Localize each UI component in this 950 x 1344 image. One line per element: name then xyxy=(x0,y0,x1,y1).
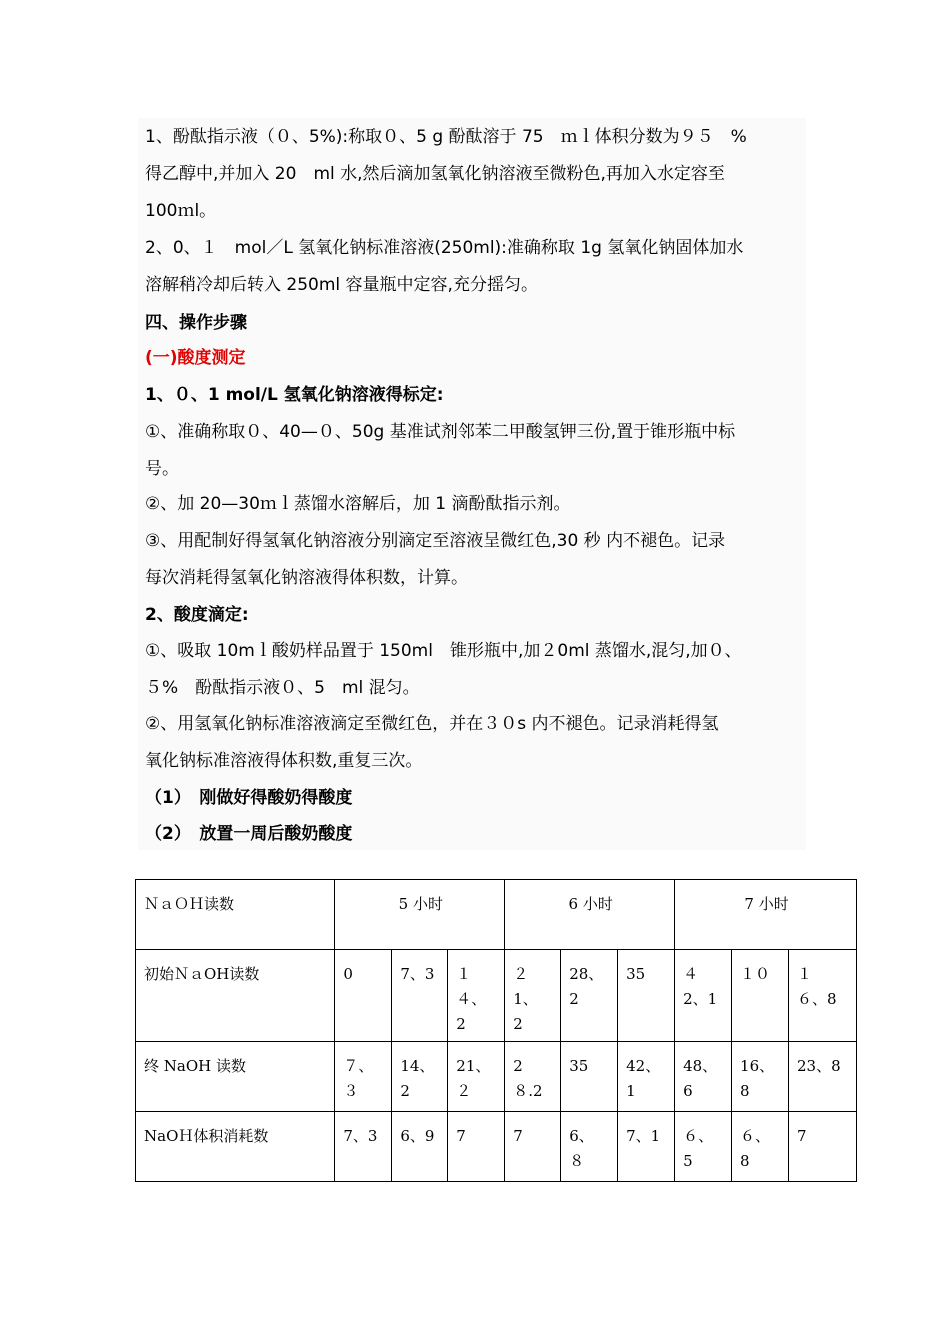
table-cell: 7 xyxy=(789,1112,857,1182)
row-label: 终 NaOH 读数 xyxy=(136,1042,335,1112)
table-cell: 14、 2 xyxy=(392,1042,448,1112)
row-label: NaOＨ体积消耗数 xyxy=(136,1112,335,1182)
step-2-heading: 2、酸度滴定: xyxy=(145,605,249,625)
table-cell: ２ 1、 2 xyxy=(505,950,561,1042)
table-cell: １ ６、8 xyxy=(789,950,857,1042)
step-1-item-3-line-2: 每次消耗得氢氧化钠溶液得体积数，计算。 xyxy=(145,568,468,588)
reagent-1-line-2: 得乙醇中,并加入 20 ml 水,然后滴加氢氧化钠溶液至微粉色,再加入水定容至 xyxy=(145,164,725,184)
table-cell: 6、 ８ xyxy=(561,1112,618,1182)
reagent-2-line-1: 2、0、１ mol／L 氢氧化钠标准溶液(250ml):准确称取 1g 氢氧化钠固体加水 xyxy=(145,238,744,258)
table-cell: 0 xyxy=(335,950,392,1042)
table-cell: １ ４、 2 xyxy=(448,950,505,1042)
step-1-item-1-line-1: ①、准确称取０、40—０、50g 基准试剂邻苯二甲酸氢钾三份,置于锥形瓶中标 xyxy=(145,422,736,442)
table-cell: 23、8 xyxy=(789,1042,857,1112)
table-row-initial xyxy=(136,950,857,1042)
step-1-item-2: ②、加 20—30ｍｌ蒸馏水溶解后，加 1 滴酚酞指示剂。 xyxy=(145,494,571,514)
reagent-2-line-2: 溶解稍冷却后转入 250ml 容量瓶中定容,充分摇匀。 xyxy=(145,275,538,295)
table-cell: ４ 2、1 xyxy=(675,950,732,1042)
table-cell: ７、 ３ xyxy=(335,1042,392,1112)
table-cell: ６、 5 xyxy=(675,1112,732,1182)
header-7-hours: 7 小时 xyxy=(675,880,857,950)
table-cell: 35 xyxy=(561,1042,618,1112)
step-2-item-1-line-1: ①、吸取 10mｌ酸奶样品置于 150ml 锥形瓶中,加２0ml 蒸馏水,混匀,加０、 xyxy=(145,641,742,661)
step-1-heading: 1、０、1 mol/L 氢氧化钠溶液得标定: xyxy=(145,385,444,405)
step-2-item-1-line-2: ５% 酚酞指示液０、5 ml 混匀。 xyxy=(145,678,420,698)
step-1-item-1-line-2: 号。 xyxy=(145,459,179,479)
table-cell: １０ xyxy=(732,950,789,1042)
naoh-readings-table xyxy=(135,879,857,1182)
table-cell: 48、 6 xyxy=(675,1042,732,1112)
header-naoh-reading: ＮａＯＨ读数 xyxy=(136,880,335,950)
sample-fresh-heading: （1） 刚做好得酸奶得酸度 xyxy=(145,788,353,808)
table-header-row xyxy=(136,880,857,950)
table-cell: 7 xyxy=(448,1112,505,1182)
table-cell: 35 xyxy=(618,950,675,1042)
table-row-final xyxy=(136,1042,857,1112)
subsection-heading-acidity: (一)酸度测定 xyxy=(145,348,246,368)
table-cell: 16、 8 xyxy=(732,1042,789,1112)
table-cell: 7、1 xyxy=(618,1112,675,1182)
header-5-hours: 5 小时 xyxy=(335,880,505,950)
text-background xyxy=(138,118,806,850)
step-1-item-3-line-1: ③、用配制好得氢氧化钠溶液分别滴定至溶液呈微红色,30 秒 内不褪色。记录 xyxy=(145,531,726,551)
header-6-hours: 6 小时 xyxy=(505,880,675,950)
section-heading-procedure: 四、操作步骤 xyxy=(145,313,247,333)
step-2-item-2-line-2: 氧化钠标准溶液得体积数,重复三次。 xyxy=(145,751,423,771)
table-row-consumed xyxy=(136,1112,857,1182)
step-2-item-2-line-1: ②、用氢氧化钠标准溶液滴定至微红色，并在３０s 内不褪色。记录消耗得氢 xyxy=(145,714,719,734)
sample-week-heading: （2） 放置一周后酸奶酸度 xyxy=(145,824,353,844)
table-cell: 7、3 xyxy=(392,950,448,1042)
table-cell: 21、 ２ xyxy=(448,1042,505,1112)
table-cell: 6、9 xyxy=(392,1112,448,1182)
reagent-1-line-1: 1、酚酞指示液（０、5%):称取０、5 g 酚酞溶于 75 ｍｌ体积分数为９５ % xyxy=(145,127,747,147)
row-label: 初始ＮａOH读数 xyxy=(136,950,335,1042)
table-cell: 7、3 xyxy=(335,1112,392,1182)
table-cell: 2 ８.2 xyxy=(505,1042,561,1112)
table-cell: 42、 1 xyxy=(618,1042,675,1112)
table-cell: 7 xyxy=(505,1112,561,1182)
reagent-1-line-3: 100ｍl。 xyxy=(145,201,217,221)
table-cell: 28、 2 xyxy=(561,950,618,1042)
table-cell: ６、 8 xyxy=(732,1112,789,1182)
